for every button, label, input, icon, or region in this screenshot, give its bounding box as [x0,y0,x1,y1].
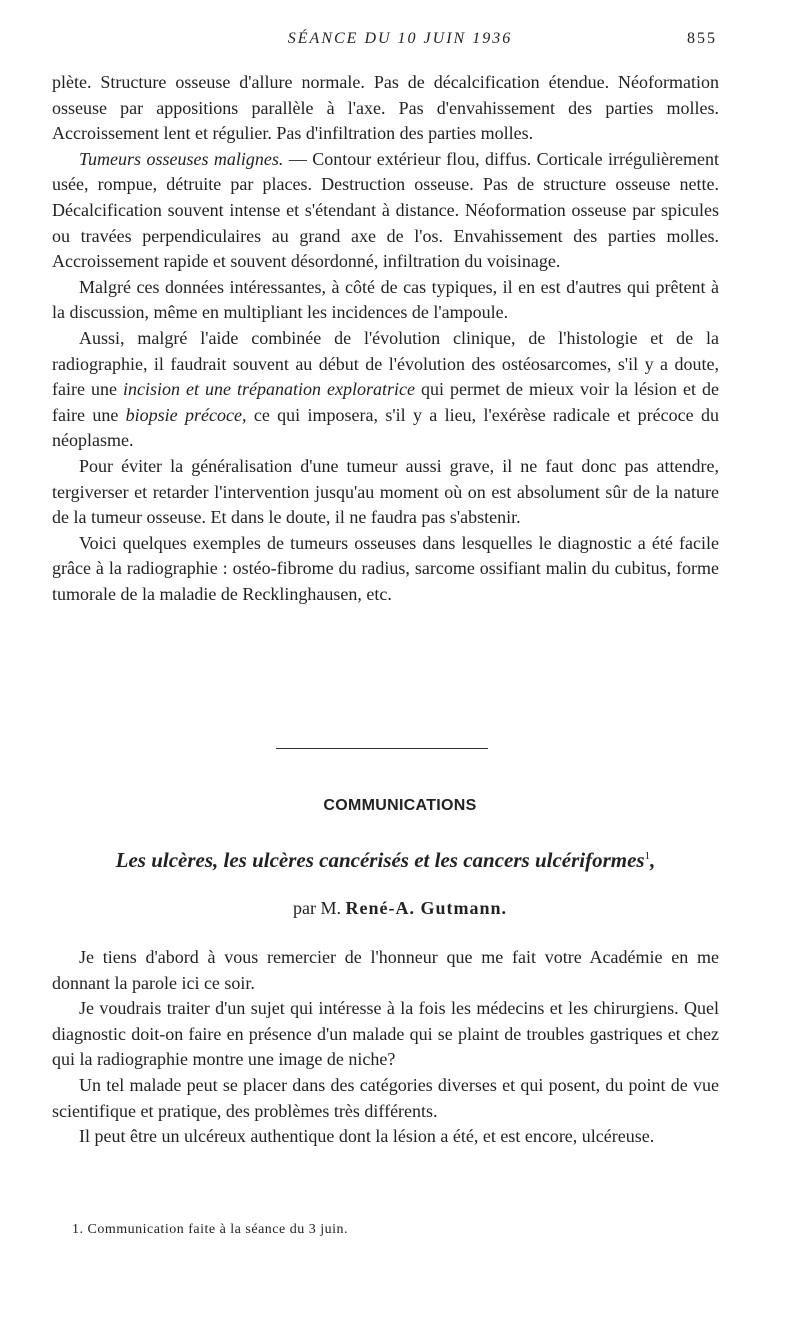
footnote-mark: 1 [644,850,651,862]
page-header [0,30,800,56]
section-heading: COMMUNICATIONS [323,797,477,814]
paragraph-2-text: — Contour extérieur flou, diffus. Corticale irrégulièrement usée, rompue, détruite par places. Destruction osseuse. Pas de structure osseuse nette. Décalcification souvent intense et s'étendant à distance. Néoformation osseuse par spicules ou travées perpendiculaires au grand axe de l'os. Envahissement des parties molles. Accroissement rapide et souvent désordonné, infiltration du voisinage. [52,148,719,272]
byline [0,898,800,919]
article-title-text: Les ulcères, les ulcères cancérisés et les cancers ulcériformes [115,848,645,872]
paragraph-3: Malgré ces données intéressantes, à côté de cas typiques, il en est d'autres qui prêtent à la discussion, même en multipliant les incidences de l'ampoule. [52,276,719,323]
footnote: 1. Communication faite à la séance du 3 juin. [72,1222,348,1237]
running-head: SÉANCE DU 10 JUIN 1936 [287,30,513,47]
paragraph-2 [52,147,719,275]
paragraph-6: Voici quelques exemples de tumeurs osseuses dans lesquelles le diagnostic a été facile grâce à la radiographie : ostéo-fibrome du radius, sarcome ossifiant malin du cubitus, forme tumorale de la maladie de Recklinghausen, etc. [52,532,719,604]
paragraph-2-lead: Tumeurs osseuses malignes. [79,148,284,169]
article-body [52,945,719,1150]
article-paragraph-1: Je tiens d'abord à vous remercier de l'honneur que me fait votre Académie en me donnant la parole ici ce soir. [52,947,719,993]
byline-prefix: par M. [292,898,341,918]
page-number: 855 [687,30,717,47]
paragraph-4-part-c: ce qui imposera, s'il y a lieu, l'exérèse radicale et précoce du néoplasme. [52,404,719,451]
paragraph-5: Pour éviter la généralisation d'une tumeur aussi grave, il ne faut donc pas attendre, tergiverser et retarder l'intervention jusqu'au moment où on est absolument sûr de la nature de la tumeur osseuse. Et dans le doute, il ne faudra pas s'abstenir. [52,455,719,528]
article-paragraph-3: Un tel malade peut se placer dans des catégories diverses et qui posent, du point de vue scientifique et pratique, des problèmes très différents. [52,1074,719,1121]
paragraph-4-emphasis-1: incision et une trépanation exploratrice [122,379,415,400]
section-divider [276,748,488,749]
article-paragraph-2: Je voudrais traiter d'un sujet qui intéresse à la fois les médecins et les chirurgiens. Quel diagnostic doit-on faire en présence d'un malade qui se plaint de troubles gastriques et chez qui la radiographie montre une image de niche? [52,998,719,1070]
paragraph-1: plète. Structure osseuse d'allure normale. Pas de décalcification étendue. Néoformation osseuse par appositions parallèle à l'axe. Pas d'envahissement des parties molles. Accroissement lent et régulier. Pas d'infiltration des parties molles. [52,72,719,144]
paragraph-4-part-a: Aussi, malgré l'aide combinée de l'évolution clinique, de l'histologie et de la radiographie, il faudrait souvent au début de l'évolution des ostéosarcomes, s'il y a doute, faire une [52,327,719,400]
article-title [52,848,719,873]
article-title-end: , [650,848,656,872]
article-paragraph-4: Il peut être un ulcéreux authentique dont la lésion a été, et est encore, ulcéreuse. [79,1126,655,1147]
paragraph-4-emphasis-2: biopsie précoce, [125,404,247,425]
paragraph-4 [52,326,719,454]
author-name: René-A. Gutmann. [345,898,507,918]
body-text [52,70,719,607]
paragraph-4-part-b: qui permet de mieux voir la lésion et de faire une [52,379,719,425]
